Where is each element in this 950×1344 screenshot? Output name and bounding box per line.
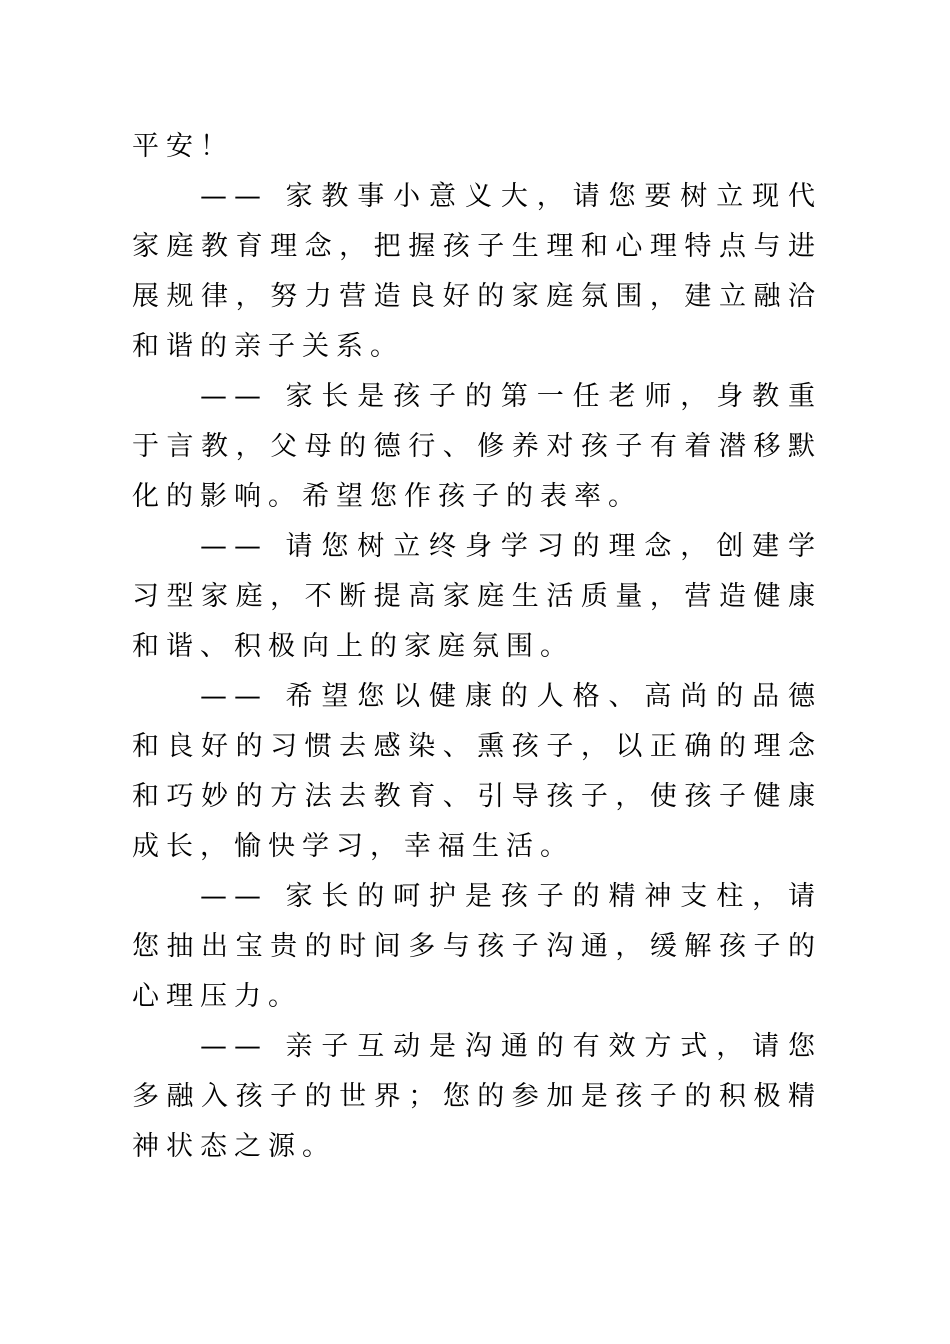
paragraph-first-teacher: —— 家长是孩子的第一任老师，身教重于言教，父母的德行、修养对孩子有着潜移默化的影响。希望您作孩子的表率。: [132, 381, 822, 512]
paragraph-role-model: —— 希望您以健康的人格、高尚的品德和良好的习惯去感染、熏孩子，以正确的理念和巧妙的方法去教育、引导孩子，使孩子健康成长，愉快学习，幸福生活。: [132, 681, 822, 862]
document-body: [132, 122, 822, 1172]
paragraph-parent-child-interaction: —— 亲子互动是沟通的有效方式，请您多融入孩子的世界；您的参加是孩子的积极精神状态之源。: [132, 1031, 822, 1162]
paragraph-care-communication: —— 家长的呵护是孩子的精神支柱，请您抽出宝贵的时间多与孩子沟通，缓解孩子的心理压力。: [132, 881, 822, 1012]
greeting-line: 平安！: [132, 131, 234, 162]
paragraph-lifelong-learning: —— 请您树立终身学习的理念，创建学习型家庭，不断提高家庭生活质量，营造健康和谐、积极向上的家庭氛围。: [132, 531, 822, 662]
paragraph-family-education: —— 家教事小意义大，请您要树立现代家庭教育理念，把握孩子生理和心理特点与进展规律，努力营造良好的家庭氛围，建立融洽和谐的亲子关系。: [132, 181, 822, 362]
